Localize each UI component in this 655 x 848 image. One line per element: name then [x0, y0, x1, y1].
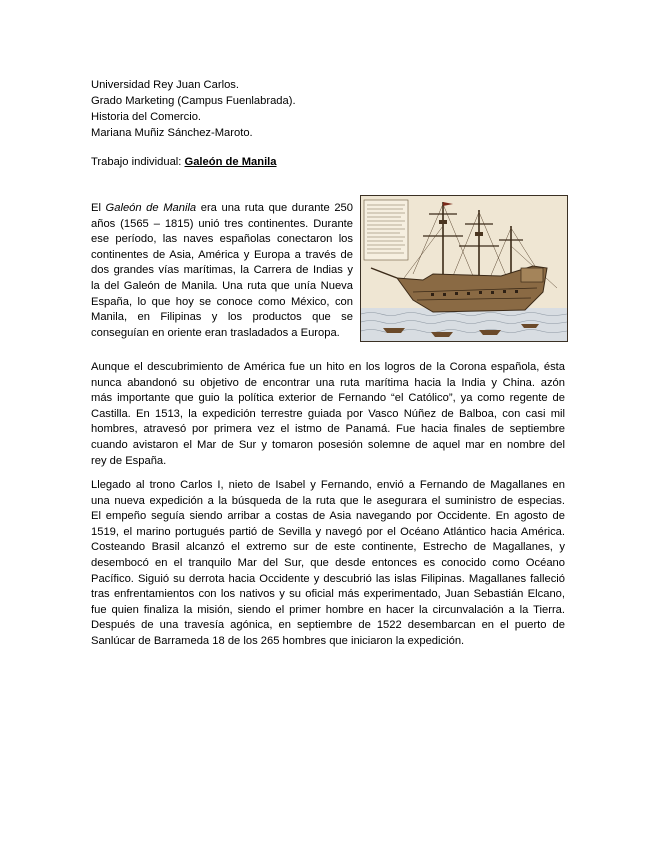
author-line: Mariana Muñiz Sánchez-Maroto. — [91, 127, 253, 139]
work-title: Galeón de Manila — [184, 156, 277, 168]
paragraph-line: más importante que guio la política exterior de Fernando “el Católico”, ya como regente de — [91, 392, 565, 405]
paragraph-line: El empeño seguía siendo arribar a costas de Asia navegando por Occidente. En agosto de — [91, 510, 565, 523]
paragraph-line: nunca abandonó su objetivo de encontrar una ruta marítima hacia la India y China. azón — [91, 376, 565, 389]
paragraph-line: hombres, atravesó por primera vez el istmo de Panamá. Fue hacia finales de septiembre — [91, 423, 565, 436]
paragraph-line: la del Galeón de Manila. Una ruta que unía Nueva — [91, 279, 353, 292]
paragraph-line: Aunque el descubrimiento de América fue un hito en los logros de la Corona española, ésta — [91, 361, 565, 373]
paragraph-line: El Galeón de Manila era una ruta que durante 250 — [91, 202, 353, 214]
paragraph-line: rey de España. — [91, 454, 167, 467]
paragraph-line: Después de una travesía agónica, en septiembre de 1522 desembarcan en el puerto de — [91, 619, 565, 632]
paragraph-line: Manila, en Filipinas y los productos que se — [91, 311, 353, 324]
subject-line: Historia del Comercio. — [91, 111, 202, 123]
paragraph-line: Llegado al trono Carlos I, nieto de Isabel y Fernando, envió a Fernando de Magallanes en — [91, 479, 565, 491]
work-label: Trabajo individual: — [91, 156, 185, 168]
university-line: Universidad Rey Juan Carlos. — [91, 79, 239, 91]
galleon-figure — [360, 195, 568, 342]
galeon-emphasis: Galeón de Manila — [105, 202, 197, 214]
paragraph-line: desembocó en el tranquilo Mar del Sur, que desde entonces es conocido como Océano — [91, 556, 565, 569]
document-header — [91, 77, 296, 141]
paragraph-line: España, lo que hoy se conoce como México, con — [91, 295, 353, 308]
paragraph-line: ese período, las naves españolas conectaron los — [91, 233, 353, 246]
degree-line: Grado Marketing (Campus Fuenlabrada). — [91, 95, 296, 107]
paragraph-line: Sanlúcar de Barrameda 18 de los 265 hombres que iniciaron la expedición. — [91, 634, 465, 647]
paragraph-line: fue quien finaliza la misión, siendo el primer hombre en hacer la circunvalación a la Tierra. — [91, 603, 565, 616]
paragraph-line: cuando avistaron el Mar de Sur y tomaron posesión solemne de aquel mar en nombre del — [91, 438, 565, 451]
history-paragraph — [91, 360, 565, 469]
paragraph-line: Castilla. En 1513, la expedición terrestre guiada por Vasco Núñez de Balboa, con casi mil — [91, 407, 565, 420]
paragraph-line: Pacífico. Siguió su derrota hacia Occidente y descubrió las islas Filipinas. Magallanes falleció — [91, 572, 565, 585]
galleon-ship-illustration-icon — [361, 196, 567, 341]
paragraph-line: Costeando Brasil alcanzó el extremo sur de este continente, Estrecho de Magallanes, y — [91, 541, 565, 554]
paragraph-line: tras enfrentamientos con los nativos y su oficial más experimentado, Juan Sebastián Elcano, — [91, 588, 565, 601]
paragraph-line: continentes de Asia, América y Europa a través de — [91, 248, 353, 261]
paragraph-line: dos grandes vías marítimas, la Carrera de Indias y — [91, 264, 353, 277]
paragraph-line: años (1565 – 1815) unió tres continentes. Durante — [91, 217, 353, 230]
magallanes-paragraph — [91, 478, 565, 650]
work-title-line — [91, 156, 277, 168]
paragraph-line: una nueva expedición a la búsqueda de la ruta que le asegurara el suministro de especias. — [91, 494, 565, 507]
paragraph-line: conseguían en oriente eran trasladados a Europa. — [91, 326, 340, 339]
paragraph-line: 1519, el marino portugués partió de Sevilla y navegó por el Océano Atlántico hacia América. — [91, 525, 565, 538]
intro-paragraph — [91, 201, 353, 341]
